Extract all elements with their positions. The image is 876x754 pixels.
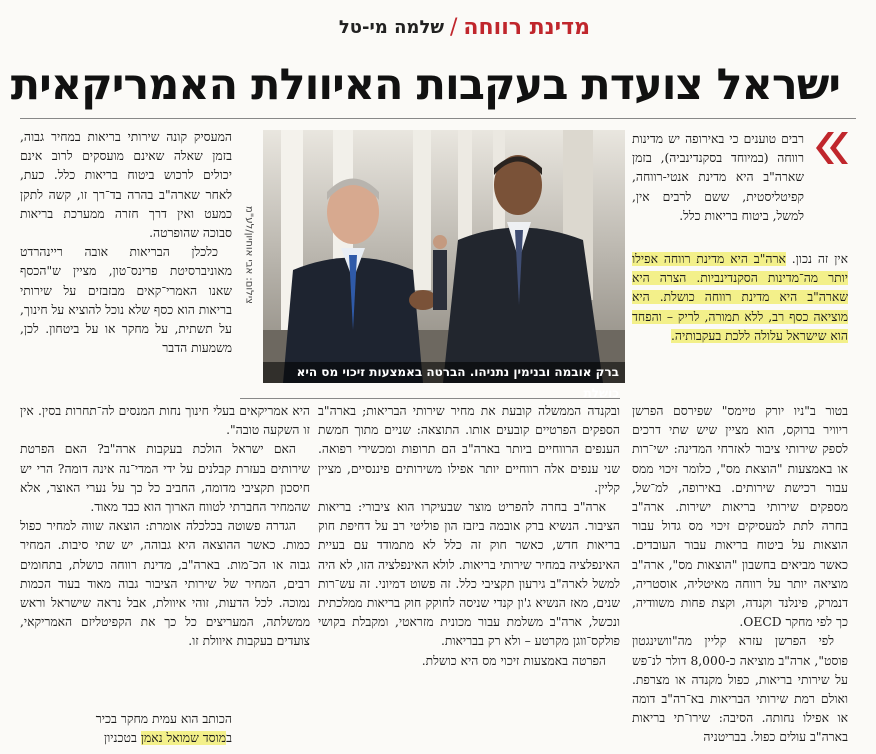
plain-text: אין זה נכון. — [791, 252, 848, 266]
headline-divider — [20, 118, 856, 119]
paragraph: ארה"ב בחרה להפריט מוצר שבעיקרו הוא ציבורי: בריאות הציבור. הנשיא ברק אובמה ביזבז הון פוליטי רב על דחיפת חוק בריאות חדש, כאשר חוק זה כלל לא מתמודד עם בעיית האינפלציה במחיר שירותי בריאות. לולא האינפלציה הזו, לא היה למשל לארה"ב גירעון תקציבי כלל. זה פשוט דמיוני. זה עש־רות שנים, מאז הנשיא ג'ון קנדי שניסה לחוקק חוק בריאות ממלכתית ונכשל, ארה"ב משלמת עבור מכונית מזראטי, ומקבלת בקושי פולקס־ווגן מקרטע – ולא רק בבריאות. — [318, 500, 620, 649]
section-name: מדינת רווחה — [463, 14, 590, 40]
paragraph: כלכלן הבריאות אובה ריינהרדט מאוניברסיטת פרינס־טון, מציין ש"הכסף שאנו האמרי־קאים מבזבזים על שירותי בריאות הוא כסף שלא נוכל להוציא על חינוך, על תשתית, על מחקר או על ביטחון. לכן, משמעות הדבר — [20, 245, 232, 356]
kicker-separator: / — [450, 14, 458, 40]
paragraph-highlight — [632, 250, 848, 346]
bio-line-1: הכותב הוא עמית מחקר בכיר — [95, 712, 232, 726]
col-right-bottom — [632, 402, 848, 752]
paragraph: המעסיק קונה שירותי בריאות במחיר גבוה, בזמן שאלה שאינם מועסקים לרוב אינם יכולים לרכוש ביטוח בריאות כלל. כעת, לאחר שארה"ב בהרה בד־רך זו, קשה לתקן כמעט ואין דרך חזרה ממערכת בריאות סבוכה שהופרטה. — [20, 130, 232, 241]
author-name: שלמה מי-טל — [338, 16, 444, 38]
paragraph: היא אמריקאים בעלי חינוך נחות המנסים לה־תחרות בסין. אין זו השקעה טובה". — [20, 404, 310, 438]
intro-text: רבים טוענים כי באירופה יש מדינות רווחה (במיוחד בסקנדינביה), בזמן שארה"ב היא מדינת אנטי-רווחה, קפיטליסטית, ששם לרבים אין, למשל, ביטוח בריאות כלל. — [632, 132, 804, 223]
paragraph: ובקנדה הממשלה קובעת את מחיר שירותי הבריאות; בארה"ב הספקים הפרטיים קובעים אותו. התוצאה: שניים מתוך חמשת הענפים הרווחיים ביותר בארה"ב הם תרופות ומכשירי רפואה. שני ענפים אלה רווחיים יותר אפילו משירותים פיננסיים, מציין קליין. — [318, 404, 620, 495]
col-left-top — [20, 128, 232, 358]
photo — [263, 130, 625, 383]
photo-credit-text: צילום: אבי אוחיון/לע"מ — [243, 206, 255, 304]
paragraph: לפי הפרשן עזרא קליין מה"וושינגטון פוסט", ארה"ב מוציאה כ-8,000 דולר לנ־פש על שירותי בריאות, כפול מקנדה או מצרפת. ואולם רמת שירותי הבריאות בא־רה"ב דומה או אפילו נחותה. הסיבה: שירו־תי בריאות בארה"ב עולים כפול. בבריטניה — [632, 634, 848, 745]
highlighted-text: ארה"ב היא מדינת רווחה אפילו יותר מה־מדינות הסקנדינביות. הצרה היא שארה"ב היא מדינת רווחה כושלת. היא מוציאה כסף רב, ללא תמורה, לריק – והפחד הוא שישראל עלולה ללכת בעקבותיה. — [632, 252, 848, 343]
paragraph: הפרטה באמצעות זיכוי מס היא כושלת. — [421, 653, 606, 668]
col-right-top-a — [632, 130, 804, 226]
paragraph: האם ישראל הולכת בעקבות ארה"ב? האם הפרטת שירותים בעזרת קבלנים על ידי המדי־נה אינה דומה? הרי יש חיסכון תקציבי מדומה, החביב כל כך על נערי האוצר, אלא שהמחיר החברתי לטווח הארוך הוא כבד מאוד. — [20, 442, 310, 515]
photo-illustration — [263, 130, 625, 383]
kicker — [330, 10, 590, 44]
double-chevron-icon — [806, 128, 850, 168]
paragraph-intro-a — [632, 130, 804, 226]
col-right-top-b — [632, 250, 848, 346]
photo-divider — [240, 398, 620, 399]
photo-credit — [240, 130, 258, 380]
col-left-bottom — [20, 402, 310, 707]
photo-caption: ברק אובמה ובנימין נתניהו. הברטה באמצעות זיכוי מס היא כושלת — [263, 362, 625, 383]
paragraph: בטור ב"ניו יורק טיימס" שפירסם הפרשן ריוויר ברוקס, הוא מציין שיש שתי דרכים לספק שירותי ציבור לאזרחי המדינה: ישי־רות או באמצעות "הוצאת מס", כלומר זיכוי ממס עבור רכישת שירותים. באירופה, למ־של, מספקים שירותי בריאות ישירות. ארה"ב בחרה לתת למעסיקים זיכוי מס גדול עבור הוצאות על ביטוח בריאות עבור העובדים. כאשר מביאים בחשבון "הוצאות מס", ארה"ב מוציאה יותר על רווחה מאיטליה, אוסטריה, דנמרק, פינלנד וקנדה, וקצת פחות משוודיה, כך לפי מחקר OECD. — [632, 404, 848, 630]
author-bio — [20, 710, 232, 748]
headline: ישראל צועדת בעקבות האיוולת האמריקאית — [10, 60, 840, 110]
paragraph: הגדרה פשוטה בכלכלה אומרת: הוצאה שווה למחיר כפול כמות. כאשר ההוצאה היא גבוהה, יש שתי סיבות. המחיר גבוה או הכ־מות. בארה"ב, מדינת רווחה כושלת, בתחומים רבים, המחיר של שירותי הציבור גבוה מאוד בעוד הכמות נמוכה. לכל הדעות, זוהי איוולת, אבל נראה שישראל וראש ממשלתה, המעריצים כל כך את הקפיטליזם האמריקאי, צועדים בעקבות איוולת זו. — [20, 519, 310, 649]
bio-suffix: בטכניון — [104, 731, 141, 746]
col-middle — [318, 402, 620, 752]
bio-line-2 — [20, 729, 232, 748]
bio-prefix: ב — [226, 731, 232, 746]
institute-name: מוסד שמואל נאמן — [140, 731, 227, 746]
